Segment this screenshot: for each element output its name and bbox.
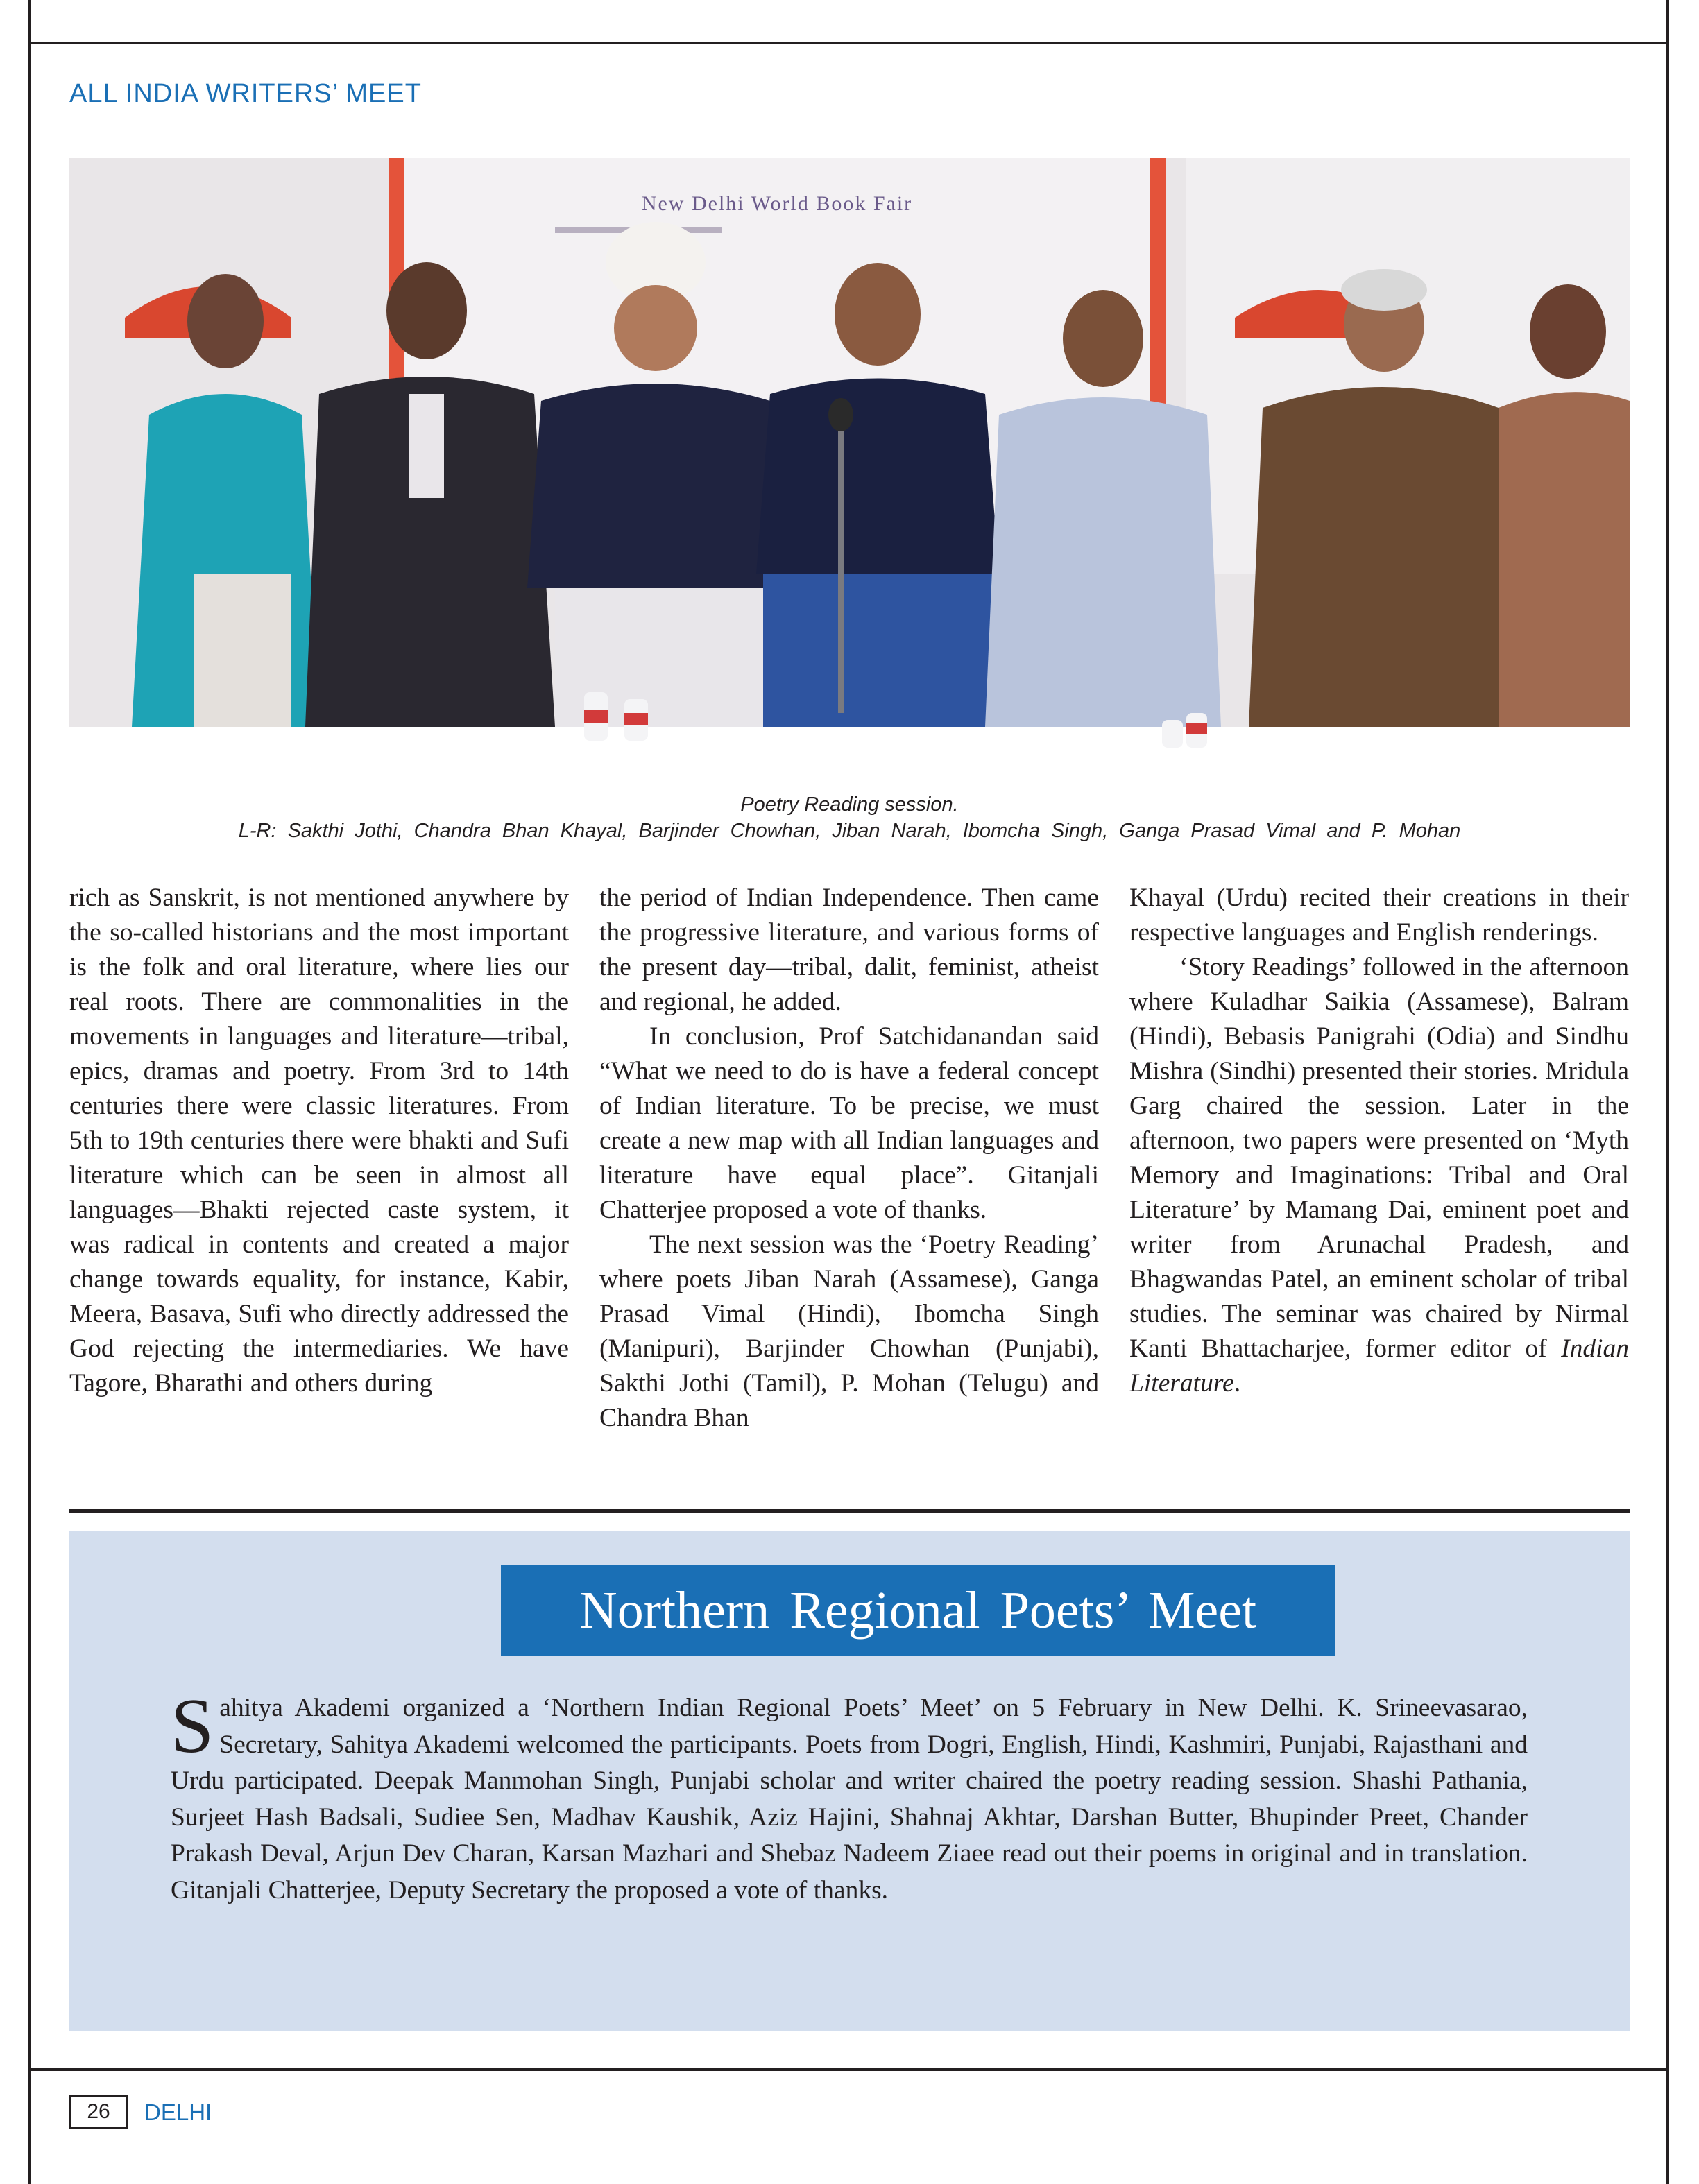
frame-bottom-rule <box>28 2068 1669 2071</box>
article-paragraph: rich as Sanskrit, is not mentioned anywhere by the so-called historians and the most important is the folk and oral literature, where lies our real roots. There are commonalities in the movements in languages and literature—tribal, epics, dramas and poetry. From 3rd to 14th centuries there were classic literatures. From 5th to 19th centuries there were bhakti and Sufi literature which can be seen in almost all languages—Bhakti rejected caste system, it was radical in contents and created a major change towards equality, for instance, Kabir, Meera, Basava, Sufi who directly addressed the God rejecting the intermediaries. We have Tagore, Bharathi and others during <box>69 884 569 1398</box>
article-column-1 <box>69 881 569 1401</box>
article-text: ‘Story Readings’ followed in the afternoon where Kuladhar Saikia (Assamese), Balram (Hindi), Bebasis Panigrahi (Odia) and Sindhu Mishra (Sindhi) presented their stories. Mridula Garg chaired the session. Later in the afternoon, two papers were presented on ‘Myth Memory and Imaginations: Tribal and Oral Literature’ by Mamang Dai, eminent poet and writer from Arunachal Pradesh, and Bhagwandas Patel, an eminent scholar of tribal studies. The seminar was chaired by Nirmal Kanti Bhattacharjee, former editor of <box>1129 953 1629 1363</box>
photo-caption-names: L-R: Sakthi Jothi, Chandra Bhan Khayal, Barjinder Chowhan, Jiban Narah, Ibomcha Singh, Ganga Prasad Vimal and P. Mohan <box>238 820 1461 842</box>
article-paragraph: the period of Indian Independence. Then came the progressive literature, and various forms of the present day—tribal, dalit, feminist, atheist and regional, he added. <box>599 884 1099 1016</box>
article-paragraph: The next session was the ‘Poetry Reading’ where poets Jiban Narah (Assamese), Ganga Prasad Vimal (Hindi), Ibomcha Singh (Manipuri), Barjinder Chowhan (Punjabi), Sakthi Jothi (Tamil), P. Mohan (Telugu) and Chandra Bhan <box>599 1230 1099 1432</box>
section-title: ALL INDIA WRITERS’ MEET <box>69 79 422 108</box>
frame-right <box>1666 0 1669 2184</box>
banner-text: New Delhi World Book Fair <box>641 192 913 215</box>
frame-top-rule <box>28 42 1669 44</box>
photo-caption-title: Poetry Reading session. <box>740 793 959 816</box>
footer-label: DELHI <box>144 2099 212 2125</box>
box-title: Northern Regional Poets’ Meet <box>501 1565 1335 1656</box>
article-paragraph: In conclusion, Prof Satchidanandan said “What we need to do is have a federal concept of Indian literature. To be precise, we must create a new map with all Indian languages and literature have equal place”. Gitanjali Chatterjee proposed a vote of thanks. <box>599 1022 1099 1224</box>
box-text: ahitya Akademi organized a ‘Northern Indian Regional Poets’ Meet’ on 5 February in New Delhi. K. Srineevasarao, Secretary, Sahitya Akademi welcomed the participants. Poets from Dogri, English, Hindi, Kashmiri, Punjabi, Rajasthani and Urdu participated. Deepak Manmohan Singh, Punjabi scholar and writer chaired the poetry reading session. Shashi Pathania, Surjeet Hash Badsali, Sudiee Sen, Madhav Kaushik, Aziz Hajini, Shahnaj Akhtar, Darshan Butter, Bhupinder Preet, Chander Prakash Deval, Arjun Dev Charan, Karsan Mazhari and Shebaz Nadeem Ziaee read out their poems in original and in translation. Gitanjali Chatterjee, Deputy Secretary the proposed a vote of thanks. <box>171 1694 1528 1904</box>
journal-title: Indian Literature <box>1129 1334 1630 1398</box>
event-photo <box>69 158 1630 777</box>
article-text-end: . <box>1233 1369 1241 1398</box>
article-paragraph <box>1129 950 1629 1401</box>
article-column-2 <box>599 881 1099 1436</box>
event-photo-illustration <box>69 158 1630 777</box>
regional-meet-box <box>69 1531 1630 2031</box>
drop-cap: S <box>171 1683 214 1769</box>
box-paragraph <box>171 1683 1528 1909</box>
frame-left <box>28 0 31 2184</box>
section-divider <box>69 1509 1630 1513</box>
article-paragraph: Khayal (Urdu) recited their creations in their respective languages and English renderings. <box>1129 884 1629 947</box>
article-column-3 <box>1129 881 1629 1401</box>
page-number: 26 <box>69 2095 128 2129</box>
